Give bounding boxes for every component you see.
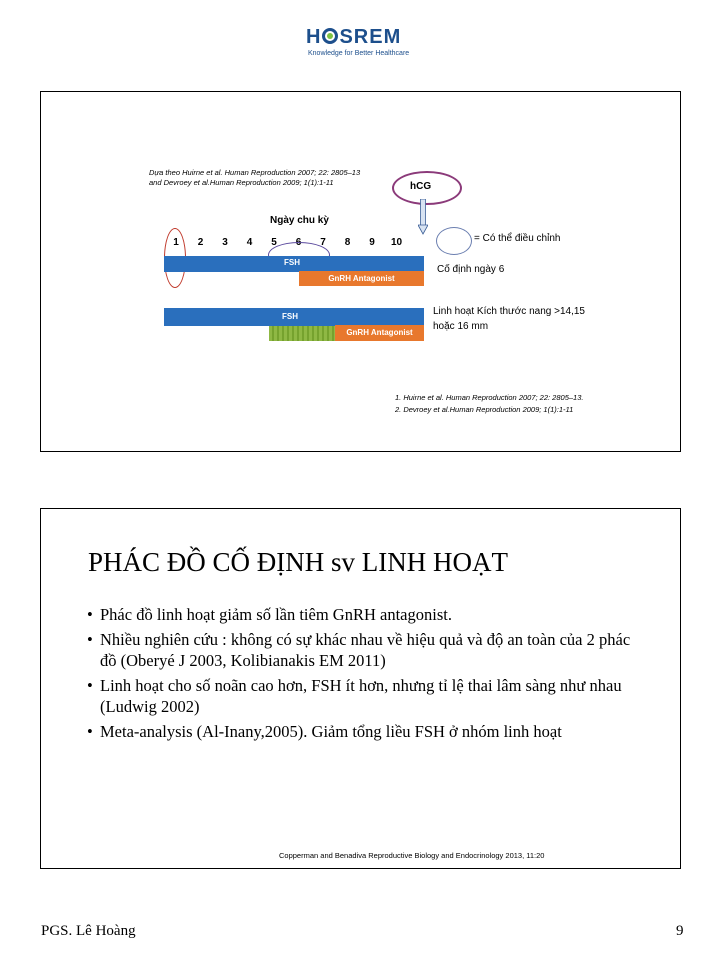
bullet-text: Linh hoạt cho số noãn cao hơn, FSH ít hơn, nhưng tỉ lệ thai lâm sàng như nhau (Ludwig 2002) bbox=[100, 676, 622, 716]
bullet-dot-icon: • bbox=[87, 630, 93, 649]
logo-letters-srem: SREM bbox=[339, 26, 402, 48]
flexible-protocol-note: Linh hoạt Kích thước nang >14,15 hoặc 16 mm bbox=[433, 306, 585, 332]
bullet-text: Meta-analysis (Al-Inany,2005). Giảm tổng liều FSH ở nhóm linh hoạt bbox=[100, 722, 562, 741]
citation-line-1: Dựa theo Huirne et al. Human Reproduction 2007; 22: 2805–13 bbox=[149, 168, 361, 177]
bullet-item bbox=[87, 721, 647, 742]
cycle-day-2: 2 bbox=[197, 237, 204, 248]
logo-wordmark bbox=[306, 26, 401, 49]
logo-letter-h: H bbox=[306, 26, 322, 48]
legend-oval-icon bbox=[436, 227, 472, 255]
cycle-day-8: 8 bbox=[344, 237, 351, 248]
cycle-day-10: 10 bbox=[390, 237, 403, 248]
page-number: 9 bbox=[676, 923, 684, 939]
slide-citation: Copperman and Benadiva Reproductive Biology and Endocrinology 2013, 11:20 bbox=[279, 851, 545, 860]
cycle-day-title: Ngày chu kỳ bbox=[270, 215, 329, 226]
fsh-label-flexible: FSH bbox=[282, 312, 298, 321]
page-author: PGS. Lê Hoàng bbox=[41, 923, 136, 939]
logo-tagline: Knowledge for Better Healthcare bbox=[308, 50, 410, 57]
fsh-label-fixed: FSH bbox=[284, 258, 300, 267]
reference-item-1: 1. Huirne et al. Human Reproduction 2007; 22: 2805–13. bbox=[395, 393, 584, 402]
bullet-text: Nhiều nghiên cứu : không có sự khác nhau về hiệu quả và độ an toàn của 2 phác đồ (Oberyé J 2003, Kolibianakis EM 2011) bbox=[100, 630, 631, 670]
diagram-source-citation bbox=[149, 168, 360, 188]
bullet-item bbox=[87, 675, 647, 717]
fixed-protocol-note: Cố định ngày 6 bbox=[437, 264, 505, 275]
cycle-day-5: 5 bbox=[271, 237, 277, 248]
bullet-text: Phác đồ linh hoạt giảm số lần tiêm GnRH antagonist. bbox=[100, 605, 452, 624]
bullet-list bbox=[87, 604, 647, 746]
hcg-down-arrow-icon bbox=[418, 199, 428, 235]
cycle-day-3: 3 bbox=[222, 237, 228, 248]
cycle-day-7: 7 bbox=[320, 237, 326, 248]
bullet-dot-icon: • bbox=[87, 722, 93, 741]
slide-title: PHÁC ĐỒ CỐ ĐỊNH sv LINH HOẠT bbox=[88, 547, 508, 577]
logo-o-icon bbox=[322, 28, 338, 44]
cycle-day-4: 4 bbox=[246, 237, 253, 248]
bullet-dot-icon: • bbox=[87, 676, 93, 695]
citation-line-2: and Devroey et al.Human Reproduction 2009; 1(1):1-11 bbox=[149, 178, 334, 187]
cycle-day-9: 9 bbox=[369, 237, 375, 248]
bullet-item bbox=[87, 629, 647, 671]
cycle-day-1: 1 bbox=[173, 237, 179, 248]
antagonist-bar-flexible: GnRH Antagonist bbox=[335, 325, 424, 341]
cycle-day-6: 6 bbox=[295, 237, 302, 248]
hosrem-logo bbox=[300, 26, 424, 62]
bullet-item bbox=[87, 604, 647, 625]
slide-fixed-vs-flexible bbox=[40, 508, 681, 869]
flexible-window-bar bbox=[269, 326, 335, 341]
legend-adjustable-text: = Có thể điều chỉnh bbox=[474, 233, 561, 244]
bullet-dot-icon: • bbox=[87, 605, 93, 624]
hcg-label: hCG bbox=[410, 181, 432, 192]
reference-item-2: 2. Devroey et al.Human Reproduction 2009; 1(1):1-11 bbox=[395, 405, 574, 414]
slide-protocol-diagram bbox=[40, 91, 681, 452]
antagonist-bar-fixed: GnRH Antagonist bbox=[299, 271, 424, 286]
references-list bbox=[395, 392, 583, 416]
